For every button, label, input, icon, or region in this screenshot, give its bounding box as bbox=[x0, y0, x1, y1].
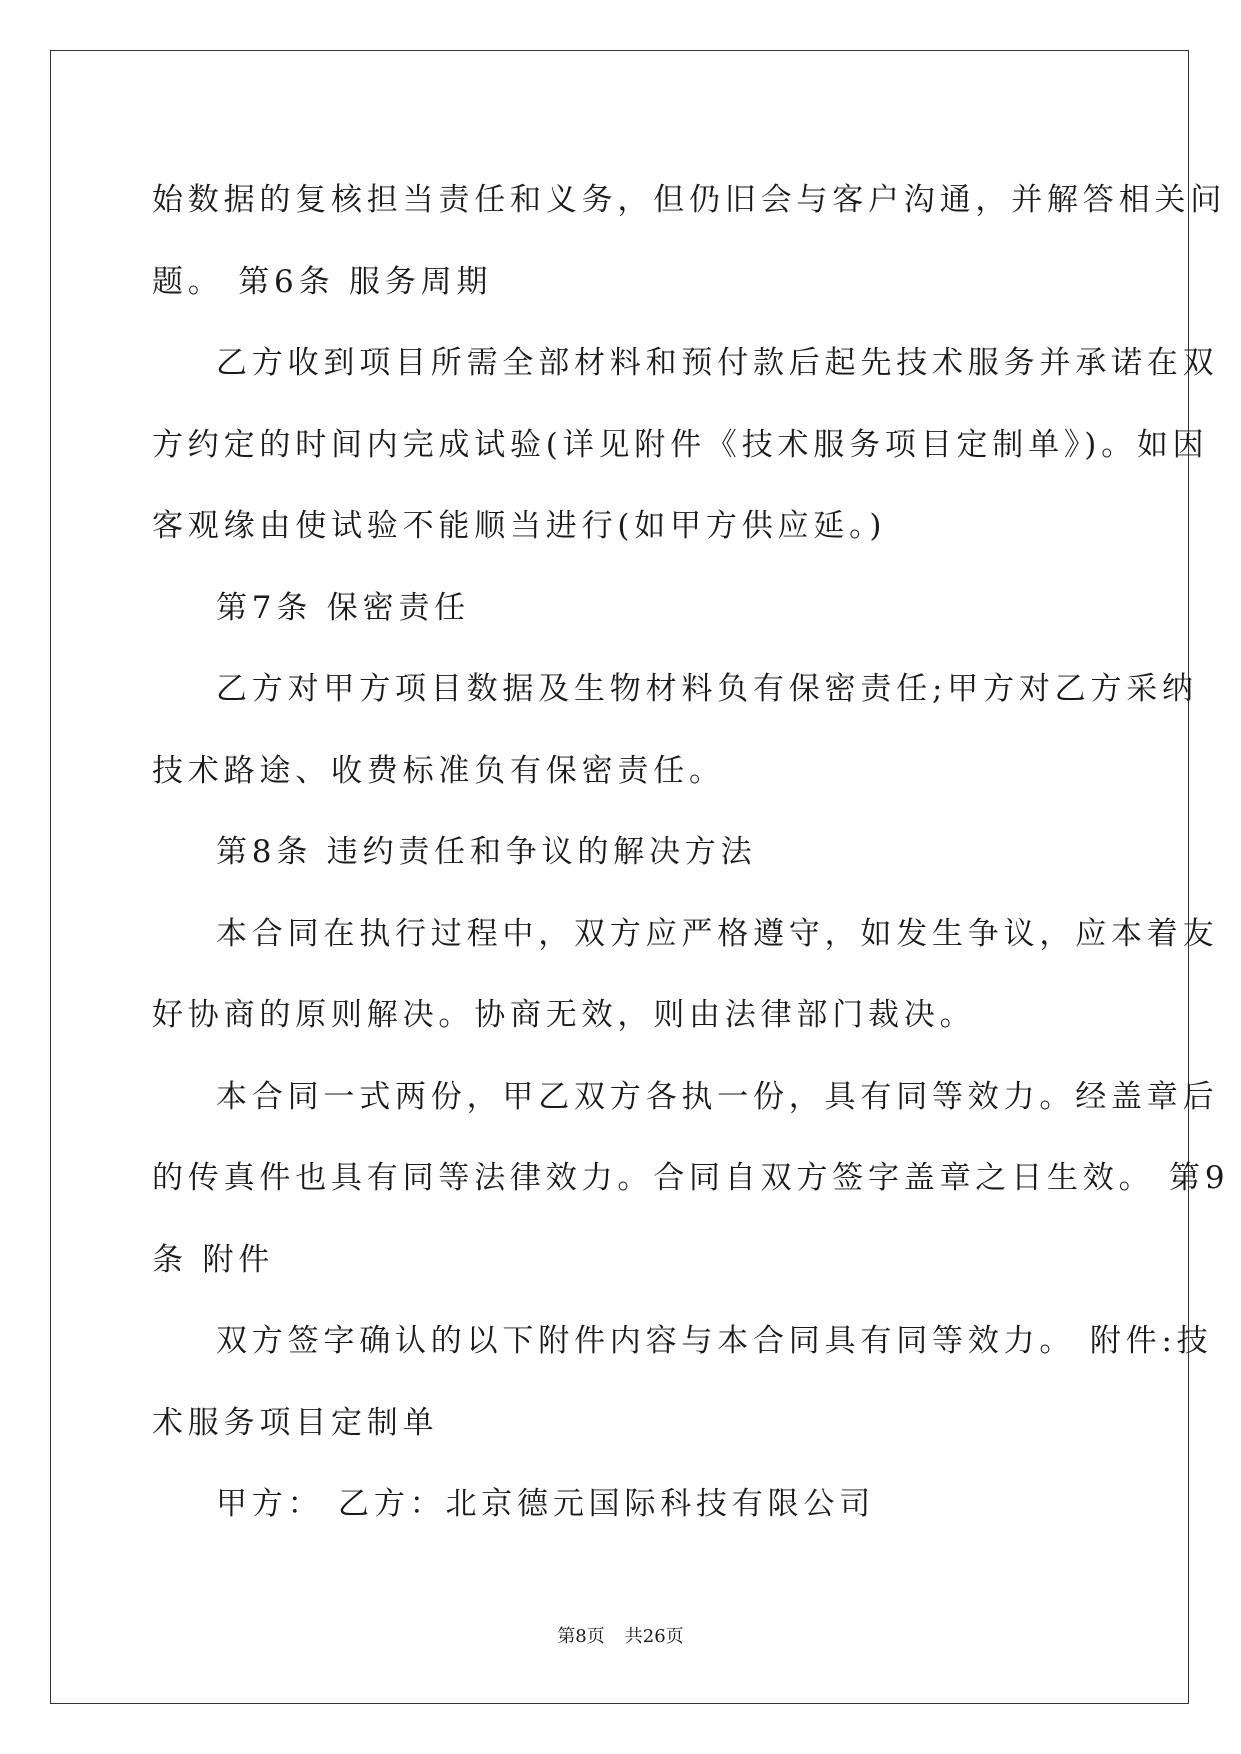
body-line: 条 附件 bbox=[152, 1241, 275, 1278]
body-line: 乙方收到项目所需全部材料和预付款后起先技术服务并承诺在双 bbox=[216, 345, 1219, 381]
body-line: 乙方对甲方项目数据及生物材料负有保密责任;甲方对乙方采纳 bbox=[216, 671, 1198, 707]
body-line: 的传真件也具有同等法律效力。合同自双方签字盖章之日生效。 第9 bbox=[152, 1160, 1230, 1196]
body-line: 客观缘由使试验不能顺当进行(如甲方供应延。) bbox=[152, 508, 887, 544]
body-line: 方约定的时间内完成试验(详见附件《技术服务项目定制单》)。如因 bbox=[152, 426, 1209, 463]
body-line: 本合同一式两份，甲乙双方各执一份，具有同等效力。经盖章后 bbox=[216, 1078, 1219, 1115]
section-heading: 第7条 保密责任 bbox=[216, 589, 470, 626]
page-total: 共26页 bbox=[624, 1626, 684, 1647]
body-line: 好协商的原则解决。协商无效，则由法律部门裁决。 bbox=[152, 997, 976, 1033]
page-number: 第8页 bbox=[557, 1626, 605, 1647]
document-body bbox=[152, 160, 1230, 1546]
body-line: 题。 第6条 服务周期 bbox=[152, 263, 493, 300]
body-line: 本合同在执行过程中，双方应严格遵守，如发生争议，应本着友 bbox=[216, 915, 1219, 952]
body-line: 术服务项目定制单 bbox=[152, 1404, 439, 1441]
body-line: 双方签字确认的以下附件内容与本合同具有同等效力。 附件:技 bbox=[216, 1323, 1213, 1359]
body-line: 始数据的复核担当责任和义务，但仍旧会与客户沟通，并解答相关问 bbox=[152, 182, 1226, 218]
signature-line: 甲方： 乙方：北京德元国际科技有限公司 bbox=[216, 1486, 876, 1522]
section-heading: 第8条 违约责任和争议的解决方法 bbox=[216, 834, 757, 870]
page-footer bbox=[0, 1622, 1241, 1648]
body-line: 技术路途、收费标准负有保密责任。 bbox=[152, 752, 725, 789]
